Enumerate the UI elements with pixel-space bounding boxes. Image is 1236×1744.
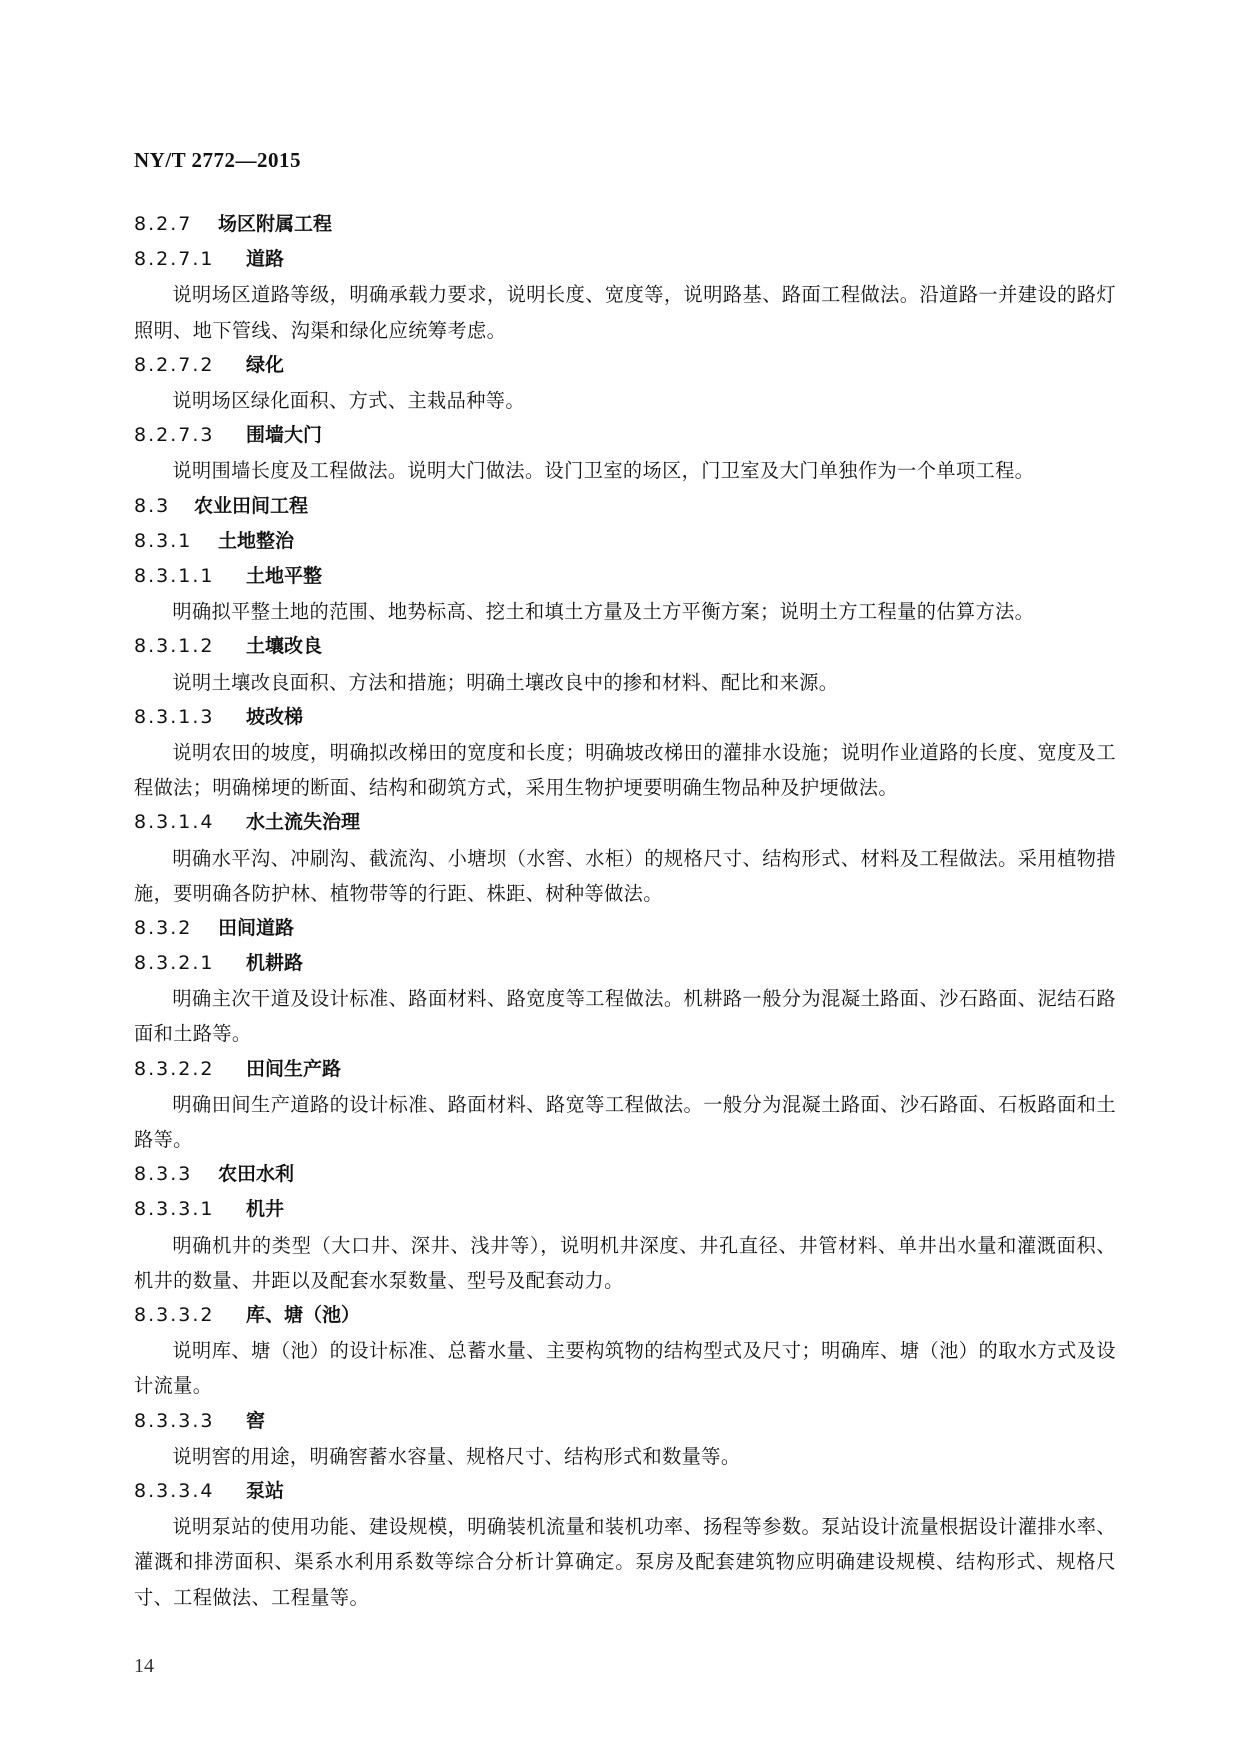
section-heading [134, 207, 1116, 242]
standard-code: NY/T 2772—2015 [134, 148, 302, 172]
section-title: 窖 [246, 1409, 266, 1432]
section-title: 田间道路 [218, 916, 295, 939]
section-title: 机井 [246, 1198, 285, 1221]
section-heading [134, 1052, 1116, 1087]
section-number: 8.3.2.1 [134, 952, 215, 975]
section-number: 8.3.2.2 [134, 1057, 215, 1080]
section-title: 农田水利 [218, 1163, 295, 1186]
section-title: 土地整治 [218, 529, 295, 552]
section-heading [134, 489, 1116, 524]
section-heading [134, 805, 1116, 840]
section-paragraph: 明确主次干道及设计标准、路面材料、路宽度等工程做法。机耕路一般分为混凝土路面、沙石路面、泥结石路面和土路等。 [134, 987, 1116, 1046]
section-number: 8.3.1.4 [134, 811, 215, 834]
section-heading [134, 348, 1116, 383]
section-number: 8.3.1.1 [134, 564, 215, 587]
section-number: 8.3.1.3 [134, 705, 215, 728]
section-paragraph: 说明场区绿化面积、方式、主栽品种等。 [172, 388, 525, 412]
section-title: 库、塘（池） [246, 1304, 361, 1327]
section-title: 围墙大门 [246, 424, 323, 447]
section-heading [134, 559, 1116, 594]
section-title: 农业田间工程 [194, 494, 309, 517]
section-paragraph: 说明泵站的使用功能、建设规模，明确装机流量和装机功率、扬程等参数。泵站设计流量根据设计灌排水率、灌溉和排涝面积、渠系水利用系数等综合分析计算确定。泵房及配套建筑物应明确建设规模、结构形式、规格尺寸、工程做法、工程量等。 [134, 1515, 1116, 1609]
section-paragraph: 说明农田的坡度，明确拟改梯田的宽度和长度；明确坡改梯田的灌排水设施；说明作业道路的长度、宽度及工程做法；明确梯埂的断面、结构和砌筑方式，采用生物护埂要明确生物品种及护埂做法。 [134, 740, 1116, 800]
section-paragraph: 明确水平沟、冲刷沟、截流沟、小塘坝（水窖、水柜）的规格尺寸、结构形式、材料及工程做法。采用植物措施，要明确各防护林、植物带等的行距、株距、树种等做法。 [134, 846, 1116, 905]
section-number: 8.3.3.2 [134, 1304, 215, 1327]
section-title: 田间生产路 [246, 1057, 342, 1080]
section-number: 8.3.2 [134, 916, 193, 939]
section-heading [134, 524, 1116, 559]
section-paragraph: 说明窖的用途，明确窖蓄水容量、规格尺寸、结构形式和数量等。 [172, 1444, 741, 1468]
section-paragraph: 明确机井的类型（大口井、深井、浅井等），说明机井深度、井孔直径、井管材料、单井出水量和灌溉面积、机井的数量、井距以及配套水泵数量、型号及配套动力。 [134, 1233, 1116, 1292]
page-number: 14 [134, 1655, 154, 1677]
section-paragraph: 说明围墙长度及工程做法。说明大门做法。设门卫室的场区，门卫室及大门单独作为一个单项工程。 [172, 459, 1035, 483]
section-heading [134, 1298, 1116, 1333]
section-number: 8.3.1 [134, 529, 193, 552]
section-title: 土壤改良 [246, 635, 323, 658]
section-heading [134, 700, 1116, 735]
section-title: 土地平整 [246, 564, 323, 587]
section-number: 8.2.7.2 [134, 353, 215, 376]
section-title: 水土流失治理 [246, 811, 361, 834]
section-paragraph: 说明库、塘（池）的设计标准、总蓄水量、主要构筑物的结构型式及尺寸；明确库、塘（池）的取水方式及设计流量。 [134, 1339, 1116, 1398]
section-heading [134, 1474, 1116, 1509]
section-heading [134, 629, 1116, 664]
section-paragraph: 明确田间生产道路的设计标准、路面材料、路宽等工程做法。一般分为混凝土路面、沙石路面、石板路面和土路等。 [134, 1092, 1116, 1152]
section-heading [134, 911, 1116, 946]
section-number: 8.3 [134, 494, 171, 517]
section-title: 坡改梯 [246, 705, 304, 728]
section-heading [134, 418, 1116, 453]
section-paragraph: 明确拟平整土地的范围、地势标高、挖土和填土方量及土方平衡方案；说明土方工程量的估算方法。 [172, 600, 1035, 624]
section-title: 泵站 [246, 1480, 285, 1503]
section-number: 8.2.7 [134, 213, 193, 235]
section-number: 8.3.3.1 [134, 1198, 215, 1221]
section-number: 8.3.3 [134, 1163, 193, 1186]
section-paragraph: 说明场区道路等级，明确承载力要求，说明长度、宽度等，说明路基、路面工程做法。沿道路一并建设的路灯照明、地下管线、沟渠和绿化应统筹考虑。 [134, 283, 1116, 342]
section-title: 绿化 [246, 353, 285, 376]
section-heading [134, 1404, 1116, 1439]
section-heading [134, 1192, 1116, 1227]
section-number: 8.2.7.3 [134, 424, 215, 447]
section-number: 8.3.1.2 [134, 635, 215, 658]
section-title: 场区附属工程 [218, 213, 333, 235]
section-paragraph: 说明土壤改良面积、方法和措施；明确土壤改良中的掺和材料、配比和来源。 [172, 670, 839, 694]
section-number: 8.2.7.1 [134, 248, 215, 271]
section-heading [134, 1157, 1116, 1192]
document-body [134, 207, 1116, 1615]
section-number: 8.3.3.3 [134, 1409, 215, 1432]
section-heading [134, 946, 1116, 981]
section-title: 道路 [246, 248, 285, 271]
section-title: 机耕路 [246, 952, 304, 975]
section-heading [134, 242, 1116, 277]
section-number: 8.3.3.4 [134, 1480, 215, 1503]
